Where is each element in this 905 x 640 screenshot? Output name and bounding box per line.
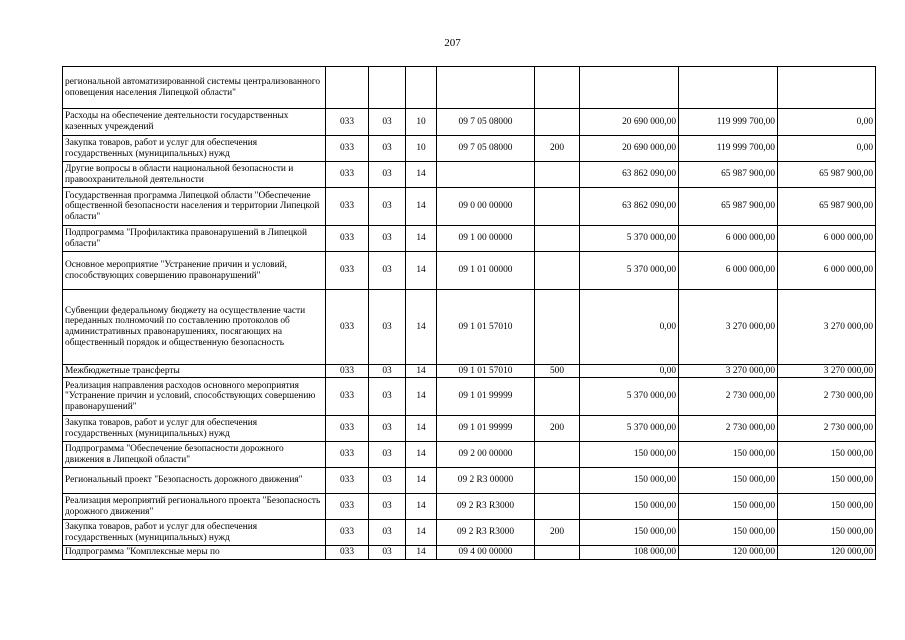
row-amount-year2: 2 730 000,00: [679, 378, 778, 416]
row-description: Подпрограмма "Обеспечение безопасности дорожного движения в Липецкой области": [63, 442, 326, 468]
row-section: [369, 67, 406, 109]
row-admin-code: 033: [326, 136, 369, 162]
row-amount-year2: 3 270 000,00: [679, 365, 778, 378]
row-section: 03: [369, 468, 406, 494]
row-admin-code: 033: [326, 226, 369, 252]
row-amount-year3: 3 270 000,00: [778, 365, 876, 378]
row-amount-year2: 65 987 900,00: [679, 188, 778, 226]
row-expense-type: [535, 162, 580, 188]
row-amount-year1: 5 370 000,00: [580, 416, 679, 442]
row-expense-type: [535, 188, 580, 226]
row-amount-year2: 150 000,00: [679, 494, 778, 520]
row-admin-code: [326, 67, 369, 109]
row-section: 03: [369, 109, 406, 136]
row-admin-code: 033: [326, 365, 369, 378]
row-expense-type: [535, 546, 580, 560]
row-amount-year3: 120 000,00: [778, 546, 876, 560]
row-description: Закупка товаров, работ и услуг для обеспечения государственных (муниципальных) нужд: [63, 136, 326, 162]
row-description: Реализация мероприятий регионального проекта "Безопасность дорожного движения": [63, 494, 326, 520]
row-admin-code: 033: [326, 290, 369, 365]
row-expense-type: [535, 226, 580, 252]
table-row: [63, 136, 876, 162]
table-row: [63, 188, 876, 226]
row-section: 03: [369, 378, 406, 416]
row-target-article: 09 2 R3 00000: [437, 468, 535, 494]
row-amount-year2: 120 000,00: [679, 546, 778, 560]
row-amount-year2: 150 000,00: [679, 468, 778, 494]
table-row: [63, 162, 876, 188]
row-subsection: 10: [406, 136, 437, 162]
row-subsection: 14: [406, 442, 437, 468]
row-amount-year2: 65 987 900,00: [679, 162, 778, 188]
row-subsection: 14: [406, 252, 437, 290]
row-amount-year2: [679, 67, 778, 109]
row-description: Подпрограмма "Комплексные меры по: [63, 546, 326, 560]
row-amount-year2: 150 000,00: [679, 442, 778, 468]
row-expense-type: 200: [535, 520, 580, 546]
row-amount-year1: 5 370 000,00: [580, 378, 679, 416]
row-admin-code: 033: [326, 442, 369, 468]
table-row: [63, 226, 876, 252]
row-amount-year1: 5 370 000,00: [580, 226, 679, 252]
row-description: Основное мероприятие "Устранение причин и условий, способствующих совершению правонарушений": [63, 252, 326, 290]
row-section: 03: [369, 520, 406, 546]
row-section: 03: [369, 226, 406, 252]
row-admin-code: 033: [326, 468, 369, 494]
row-section: 03: [369, 188, 406, 226]
row-section: 03: [369, 136, 406, 162]
row-amount-year3: 2 730 000,00: [778, 416, 876, 442]
row-target-article: 09 4 00 00000: [437, 546, 535, 560]
row-amount-year3: 6 000 000,00: [778, 226, 876, 252]
row-description: Государственная программа Липецкой области "Обеспечение общественной безопасности населения и территории Липецкой области": [63, 188, 326, 226]
budget-table: [62, 66, 876, 560]
row-target-article: [437, 162, 535, 188]
table-row: [63, 520, 876, 546]
row-description: Закупка товаров, работ и услуг для обеспечения государственных (муниципальных) нужд: [63, 520, 326, 546]
row-target-article: 09 1 01 00000: [437, 252, 535, 290]
row-subsection: 14: [406, 520, 437, 546]
row-admin-code: 033: [326, 416, 369, 442]
row-amount-year3: 2 730 000,00: [778, 378, 876, 416]
row-admin-code: 033: [326, 109, 369, 136]
table-row: [63, 494, 876, 520]
row-amount-year1: 0,00: [580, 290, 679, 365]
row-target-article: 09 0 00 00000: [437, 188, 535, 226]
table-row: [63, 416, 876, 442]
table-row: [63, 468, 876, 494]
row-amount-year1: 20 690 000,00: [580, 109, 679, 136]
row-amount-year1: [580, 67, 679, 109]
row-amount-year2: 6 000 000,00: [679, 226, 778, 252]
row-description: Региональный проект "Безопасность дорожного движения": [63, 468, 326, 494]
row-amount-year2: 119 999 700,00: [679, 136, 778, 162]
row-amount-year3: 150 000,00: [778, 494, 876, 520]
table-row: [63, 442, 876, 468]
row-section: 03: [369, 162, 406, 188]
row-subsection: 14: [406, 378, 437, 416]
row-amount-year1: 150 000,00: [580, 494, 679, 520]
table-row: [63, 252, 876, 290]
row-target-article: 09 7 05 08000: [437, 136, 535, 162]
row-expense-type: [535, 494, 580, 520]
row-amount-year2: 150 000,00: [679, 520, 778, 546]
row-description: Реализация направления расходов основного мероприятия "Устранение причин и условий, способствующих совершению правонарушений": [63, 378, 326, 416]
row-section: 03: [369, 365, 406, 378]
row-admin-code: 033: [326, 546, 369, 560]
row-target-article: 09 1 00 00000: [437, 226, 535, 252]
row-target-article: 09 2 R3 R3000: [437, 494, 535, 520]
row-section: 03: [369, 546, 406, 560]
row-subsection: 14: [406, 226, 437, 252]
row-target-article: 09 2 00 00000: [437, 442, 535, 468]
row-section: 03: [369, 416, 406, 442]
table-row: [63, 546, 876, 560]
row-description: Закупка товаров, работ и услуг для обеспечения государственных (муниципальных) нужд: [63, 416, 326, 442]
row-expense-type: [535, 442, 580, 468]
row-subsection: 14: [406, 365, 437, 378]
row-description: Другие вопросы в области национальной безопасности и правоохранительной деятельности: [63, 162, 326, 188]
row-expense-type: [535, 109, 580, 136]
row-target-article: 09 1 01 57010: [437, 365, 535, 378]
row-subsection: 14: [406, 188, 437, 226]
table-row: [63, 290, 876, 365]
row-subsection: [406, 67, 437, 109]
row-amount-year3: 6 000 000,00: [778, 252, 876, 290]
row-section: 03: [369, 494, 406, 520]
row-expense-type: [535, 290, 580, 365]
row-admin-code: 033: [326, 520, 369, 546]
row-amount-year3: 150 000,00: [778, 442, 876, 468]
row-amount-year3: 0,00: [778, 136, 876, 162]
row-subsection: 14: [406, 494, 437, 520]
table-row: [63, 365, 876, 378]
row-amount-year1: 150 000,00: [580, 468, 679, 494]
table-row: [63, 109, 876, 136]
row-admin-code: 033: [326, 252, 369, 290]
row-subsection: 14: [406, 468, 437, 494]
row-amount-year1: 150 000,00: [580, 442, 679, 468]
row-subsection: 14: [406, 416, 437, 442]
row-description: Расходы на обеспечение деятельности государственных казенных учреждений: [63, 109, 326, 136]
row-amount-year3: 65 987 900,00: [778, 162, 876, 188]
row-amount-year3: 3 270 000,00: [778, 290, 876, 365]
row-amount-year1: 20 690 000,00: [580, 136, 679, 162]
row-admin-code: 033: [326, 188, 369, 226]
row-amount-year1: 150 000,00: [580, 520, 679, 546]
row-amount-year1: 63 862 090,00: [580, 162, 679, 188]
row-expense-type: 200: [535, 416, 580, 442]
row-amount-year1: 63 862 090,00: [580, 188, 679, 226]
row-expense-type: [535, 378, 580, 416]
row-subsection: 14: [406, 546, 437, 560]
row-amount-year2: 2 730 000,00: [679, 416, 778, 442]
row-subsection: 10: [406, 109, 437, 136]
row-amount-year1: 108 000,00: [580, 546, 679, 560]
table-row: [63, 378, 876, 416]
row-expense-type: [535, 67, 580, 109]
row-description: Подпрограмма "Профилактика правонарушений в Липецкой области": [63, 226, 326, 252]
row-description: Межбюджетные трансферты: [63, 365, 326, 378]
row-amount-year3: 0,00: [778, 109, 876, 136]
row-amount-year1: 0,00: [580, 365, 679, 378]
table-body: [63, 67, 876, 560]
row-target-article: 09 7 05 08000: [437, 109, 535, 136]
row-target-article: 09 2 R3 R3000: [437, 520, 535, 546]
row-expense-type: [535, 468, 580, 494]
row-expense-type: 500: [535, 365, 580, 378]
row-amount-year3: 150 000,00: [778, 468, 876, 494]
row-amount-year2: 119 999 700,00: [679, 109, 778, 136]
row-subsection: 14: [406, 290, 437, 365]
row-target-article: 09 1 01 99999: [437, 378, 535, 416]
row-description: региональной автоматизированной системы централизованного оповещения населения Липецкой области": [63, 67, 326, 109]
row-amount-year3: [778, 67, 876, 109]
row-amount-year2: 3 270 000,00: [679, 290, 778, 365]
row-section: 03: [369, 252, 406, 290]
row-admin-code: 033: [326, 494, 369, 520]
row-expense-type: [535, 252, 580, 290]
row-amount-year3: 150 000,00: [778, 520, 876, 546]
row-amount-year1: 5 370 000,00: [580, 252, 679, 290]
table-row: [63, 67, 876, 109]
row-target-article: 09 1 01 57010: [437, 290, 535, 365]
row-amount-year3: 65 987 900,00: [778, 188, 876, 226]
page-number: 207: [444, 37, 461, 49]
row-admin-code: 033: [326, 378, 369, 416]
row-expense-type: 200: [535, 136, 580, 162]
row-admin-code: 033: [326, 162, 369, 188]
row-section: 03: [369, 442, 406, 468]
row-section: 03: [369, 290, 406, 365]
row-target-article: [437, 67, 535, 109]
row-subsection: 14: [406, 162, 437, 188]
row-amount-year2: 6 000 000,00: [679, 252, 778, 290]
row-description: Субвенции федеральному бюджету на осуществление части переданных полномочий по составлению протоколов об административных правонарушениях, посягающих на общественный порядок и общественную безопасность: [63, 290, 326, 365]
row-target-article: 09 1 01 99999: [437, 416, 535, 442]
